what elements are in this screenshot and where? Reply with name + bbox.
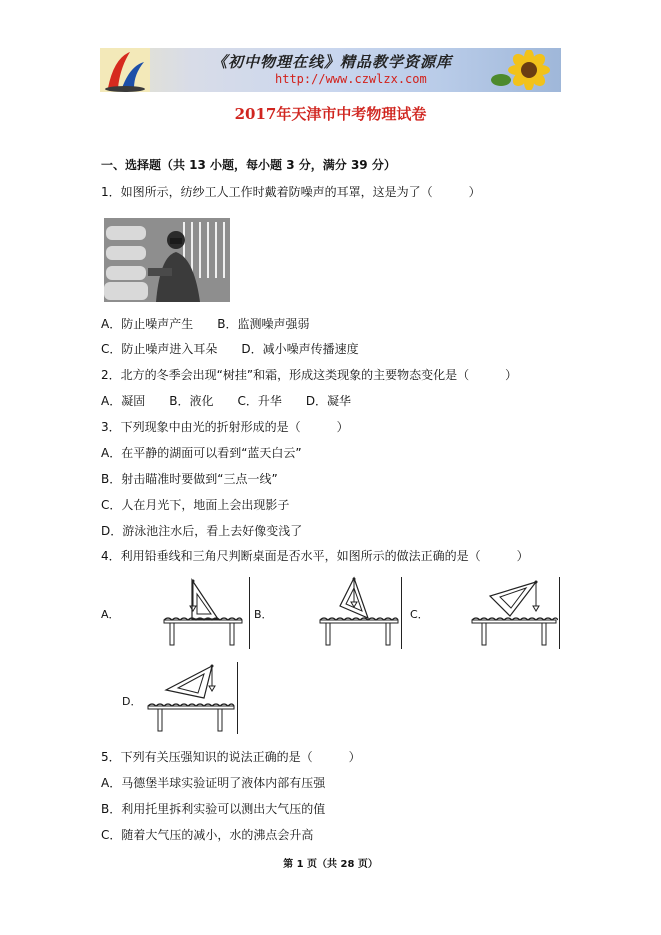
figure-divider (249, 577, 250, 649)
figure-divider (237, 662, 238, 734)
question-1: 1．如图所示，纺纱工人工作时戴着防噪声的耳罩，这是为了（ ） (101, 185, 481, 199)
q4-option-b-label: B． (254, 608, 273, 621)
q5-option-b: B．利用托里拆利实验可以测出大气压的值 (101, 802, 326, 816)
figure-divider (559, 577, 560, 649)
paper-title: 2017年天津市中考物理试卷 (234, 105, 427, 123)
textile-worker-photo (104, 218, 230, 302)
q4-figure-d (146, 662, 236, 734)
question-5: 5．下列有关压强知识的说法正确的是（ ） (101, 750, 361, 764)
question-2: 2．北方的冬季会出现“树挂”和霜，形成这类现象的主要物态变化是（ ） (101, 368, 518, 382)
sunflower-icon (489, 50, 559, 90)
page-footer: 第 1 页（共 28 页） (283, 859, 378, 870)
q4-figure-a (160, 576, 244, 648)
q4-figure-c (470, 576, 558, 648)
q4-option-d-label: D． (122, 695, 142, 708)
question-4: 4．利用铅垂线和三角尺判断桌面是否水平，如图所示的做法正确的是（ ） (101, 549, 529, 563)
q4-option-c-label: C． (410, 608, 429, 621)
q4-option-a-label: A． (101, 608, 120, 621)
banner-url[interactable]: http://www.czwlzx.com (275, 72, 427, 86)
q2-options: A．凝固 B．液化 C．升华 D．凝华 (101, 394, 352, 408)
section-heading: 一、选择题（共 13 小题，每小题 3 分，满分 39 分） (101, 158, 396, 172)
q1-options-cd: C．防止噪声进入耳朵 D．减小噪声传播速度 (101, 342, 359, 356)
q5-option-a: A．马德堡半球实验证明了液体内部有压强 (101, 776, 326, 790)
banner-title: 《初中物理在线》精品教学资源库 (212, 53, 453, 71)
figure-divider (401, 577, 402, 649)
q1-options-ab: A．防止噪声产生 B．监测噪声强弱 (101, 317, 310, 331)
q3-option-a: A．在平静的湖面可以看到“蓝天白云” (101, 446, 302, 460)
q3-option-b: B．射击瞄准时要做到“三点一线” (101, 472, 278, 486)
q4-figure-b (316, 576, 400, 648)
q5-option-c: C．随着大气压的减小，水的沸点会升高 (101, 828, 314, 842)
header-banner (100, 48, 561, 92)
question-3: 3．下列现象中由光的折射形成的是（ ） (101, 420, 349, 434)
site-logo (100, 48, 150, 92)
q3-option-d: D．游泳池注水后，看上去好像变浅了 (101, 524, 303, 538)
q3-option-c: C．人在月光下，地面上会出现影子 (101, 498, 290, 512)
